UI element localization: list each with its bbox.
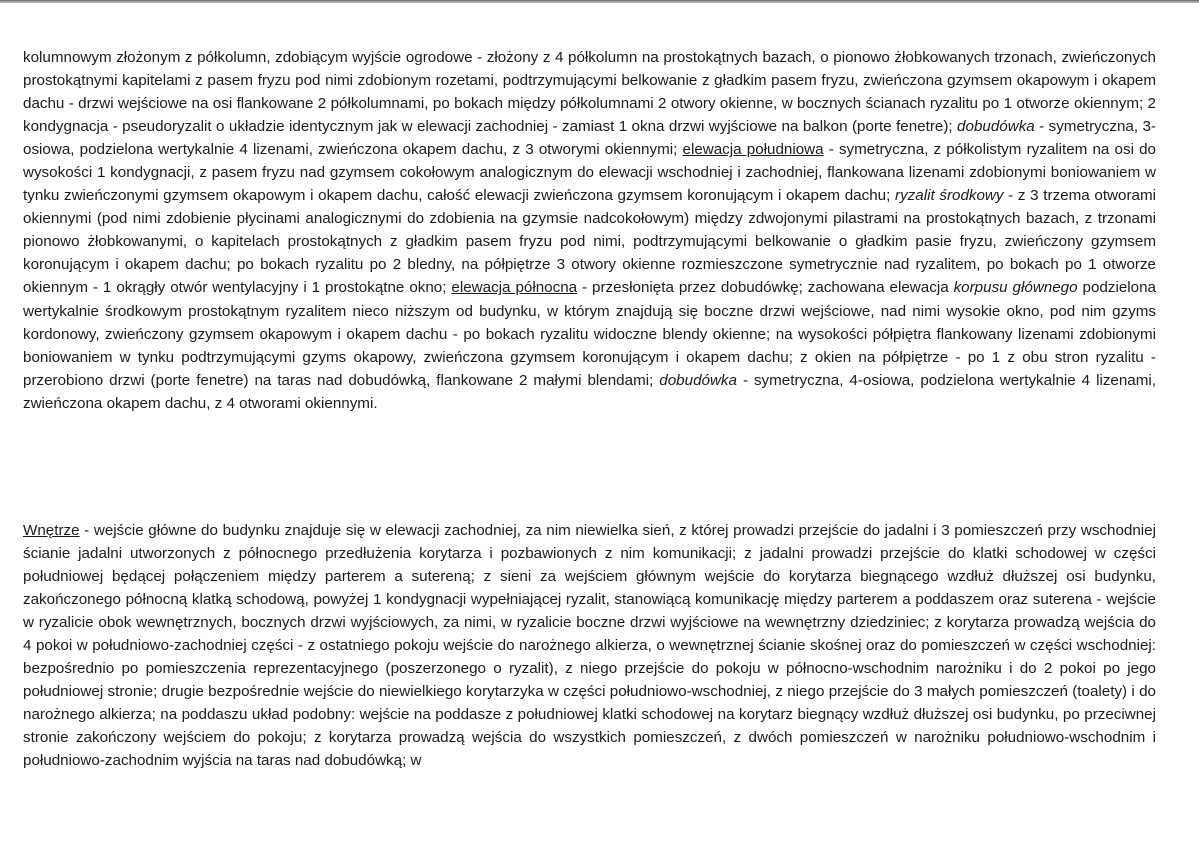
text-run: - symetryczna, 4-osiowa, podzielona wertykalnie 4 lizenami, zwieńczona okapem dachu, z 4 otworami okiennymi. <box>23 371 1157 412</box>
text-run: - symetryczna, z półkolistym ryzalitem na osi do wysokości 1 kondygnacji, z pasem fryzu nad gzymsem cokołowym analogicznym do elewacji wschodniej i zachodniej, flankowana lizenami zdobionymi boniowaniem w tynku zwieńczonymi gzymsem okapowym i okapem dachu, całość elewacji zwieńczona gzymsem koronującym i okapem dachu; <box>23 141 1156 205</box>
text-run: kolumnowym złożonym z półkolumn, zdobiącym wyjście ogrodowe - złożony z 4 półkolumn na prostokątnych bazach, o pionowo żłobkowanych trzonach, zwieńczonych prostokątnymi kapitelami z pasem fryzu pod nimi zdobionym rozetami, podtrzymującymi belkowanie z gładkim pasem fryzu, zwieńczona gzymsem okapowym i okapem dachu - drzwi wejściowe na osi flankowane 2 półkolumnami, po bokach między półkolumnami 2 otwory okienne, w bocznych ścianach ryzalitu po 1 otworze okiennym; 2 kondygnacja - pseudoryzalit o układzie identycznym jak w elewacji zachodniej - zamiast 1 okna drzwi wyjściowe na balkon (porte fenetre); <box>23 49 1156 136</box>
text-run: - przesłonięta przez dobudówkę; zachowana elewacja <box>577 279 954 297</box>
text-run-italic: dobudówka <box>659 371 737 389</box>
text-run: - wejście główne do budynku znajduje się w elewacji zachodniej, za nim niewielka sień, z której prowadzi przejście do jadalni i 3 pomieszczeń przy wschodniej ścianie jadalni utworzonych z północnego przedłużenia korytarza i pozbawionych z nim komunikacji; z jadalni prowadzi przejście do klatki schodowej w części południowej będącej połączeniem między parterem a sutereną; z sieni za wejściem głównym wejście do korytarza biegnącego wzdłuż dłuższej osi budynku, zakończonego północną klatką schodową, powyżej 1 kondygnacji wypełniającej ryzalit, stanowiącą komunikację między parterem a poddaszem oraz suterena - wejście w ryzalicie obok wewnętrznych, bocznych drzwi wyjściowych, za nimi, w ryzalicie boczne drzwi wyjściowe na wewnętrzny dziedziniec; z korytarza prowadzą wejścia do 4 pokoi w południowo-zachodniej części - z ostatniego pokoju wejście do narożnego alkierza, o wewnętrznej ścianie skośnej oraz do pomieszczeń w części wschodniej: bezpośrednio po pomieszczenia reprezentacyjnego (poszerzonego o ryzalit), z niego przejście do pokoju w północno-wschodnim narożniku i do 2 pokoi po jego południowej stronie; drugie bezpośrednie wejście do niewielkiego korytarzyka w części południowo-wschodniej, z niego przejście do 3 małych pomieszczeń (toalety) i do narożnego alkierza; na poddaszu układ podobny: wejście na poddasze z południowej klatki schodowej na korytarz biegnący wzdłuż dłuższej osi budynku, po przeciwnej stronie zakończony wejściem do pokoju; z korytarza prowadzą wejścia do wszystkich pomieszczeń, z dwóch pomieszczeń w narożniku południowo-wschodnim i południowo-zachodnim wyjścia na taras nad dobudówką; w <box>23 522 1156 770</box>
paragraph-text <box>23 519 1156 773</box>
paragraph-text <box>23 46 1156 415</box>
text-run-underlined: elewacja północna <box>451 279 578 297</box>
text-run-italic: ryzalit środkowy <box>895 187 1004 205</box>
text-run-italic: dobudówka <box>957 118 1035 136</box>
scan-top-edge <box>0 0 1199 3</box>
text-run-italic: korpusu głównego <box>953 279 1078 297</box>
text-run: podzielona wertykalnie środkowym prostokątnym ryzalitem nieco niższym od budynku, w którym znajdują się boczne drzwi wejściowe, nad nimi wysokie okno, pod nim gzyms kordonowy, zwieńczony gzymsem okapowym i okapem dachu - po bokach ryzalitu widoczne blendy okienne; na wysokości półpiętra flankowany lizenami zdobionymi boniowaniem w tynku podtrzymującymi gzyms okapowy, zwieńczona gzymsem koronującym i okapem dachu; z okien na półpiętrze - po 1 z obu stron ryzalitu - przerobiono drzwi (porte fenetre) na taras nad dobudówką, flankowane 2 małymi blendami; <box>23 279 1156 389</box>
paragraph-elevations <box>23 46 1156 415</box>
text-run: - z 3 trzema otworami okiennymi (pod nimi zdobienie płycinami analogicznymi do zdobienia na gzymsie nadcokołowym) między zdwojonymi pilastrami na prostokątnych bazach, z trzonami pionowo żłobkowanymi, o kapitelach prostokątnych z gładkim pasem fryzu pod nimi, podtrzymującymi belkowanie o gładkim pasie fryzu, zwieńczony gzymsem koronującym i okapem dachu; po bokach ryzalitu po 2 bledny, na półpiętrze 3 otwory okienne rozmieszczone symetrycznie nad ryzalitem, po bokach po 1 otworze okiennym - 1 okrągły otwór wentylacyjny i 1 prostokątne okno; <box>23 187 1156 297</box>
text-run-underlined: elewacja południowa <box>682 141 824 159</box>
text-run-underlined: Wnętrze <box>23 522 80 539</box>
text-run: - symetryczna, 3-osiowa, podzielona wertykalnie 4 lizenami, zwieńczona okapem dachu, z 3 otworymi okiennymi; <box>23 118 1156 159</box>
paragraph-interior <box>23 519 1156 773</box>
